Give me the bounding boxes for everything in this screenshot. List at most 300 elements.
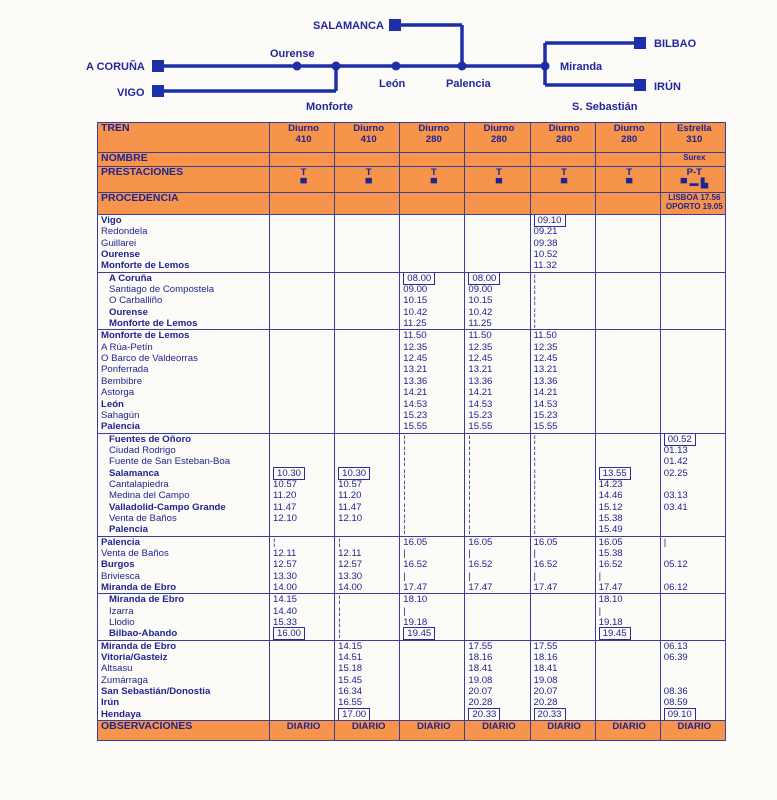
station-name: Vigo xyxy=(101,215,122,226)
time-value: ¦ xyxy=(468,444,471,456)
time-value: 15.33 xyxy=(273,617,298,629)
irun-label: IRÚN xyxy=(654,81,681,93)
time-value: ¦ xyxy=(403,501,406,513)
station-list xyxy=(98,433,270,536)
station-name: Burgos xyxy=(101,559,135,571)
time-value: 10.42 xyxy=(468,306,493,318)
train-prestaciones-5 xyxy=(595,167,660,193)
time-value: 01.13 xyxy=(663,444,688,456)
time-value: ¦ xyxy=(533,318,536,330)
ourense-label: Ourense xyxy=(270,48,315,60)
time-value: 20.33 xyxy=(534,708,566,721)
time-value: 19.08 xyxy=(468,674,493,686)
time-value: 12.35 xyxy=(468,341,493,353)
station-name: Ourense xyxy=(109,306,148,318)
segment-1 xyxy=(98,272,726,330)
train-prestaciones-2 xyxy=(400,167,465,193)
time-value: 12.10 xyxy=(273,512,298,524)
time-value: 05.12 xyxy=(663,559,688,571)
segment-0 xyxy=(98,215,726,273)
a-coruna-label: A CORUÑA xyxy=(86,61,145,73)
time-column-2 xyxy=(400,594,465,640)
station-name: Miranda de Ebro xyxy=(101,582,177,593)
station-name: Miranda de Ebro xyxy=(109,594,185,606)
palencia-label: Palencia xyxy=(446,78,491,90)
time-column-5 xyxy=(595,594,660,640)
time-value: 10.42 xyxy=(403,306,428,318)
time-value: 10.15 xyxy=(403,295,428,307)
observaciones-label: OBSERVACIONES xyxy=(98,721,270,741)
train-name: Diurno xyxy=(418,123,450,134)
observaciones-value: DIARIO xyxy=(465,721,530,741)
time-value: ¦ xyxy=(468,512,471,524)
time-value: 11.50 xyxy=(468,330,492,342)
time-column-4 xyxy=(530,433,595,536)
prestaciones-label: PRESTACIONES xyxy=(98,167,270,193)
station-name: Guillarei xyxy=(101,237,137,249)
time-value: 20.33 xyxy=(468,708,500,721)
time-value: 12.57 xyxy=(273,559,298,571)
time-value: 14.15 xyxy=(338,640,363,652)
time-value: 12.10 xyxy=(338,512,363,524)
time-value: | xyxy=(403,547,406,559)
time-column-6 xyxy=(660,594,725,640)
time-value: | xyxy=(468,570,471,582)
station-name: Monforte de Lemos xyxy=(109,318,198,330)
time-column-0 xyxy=(270,536,335,594)
time-value: 11.50 xyxy=(533,330,557,342)
time-column-3 xyxy=(465,215,530,273)
time-value: ¦ xyxy=(338,617,341,629)
time-value: 12.45 xyxy=(533,353,558,365)
time-value: 03.41 xyxy=(663,501,688,513)
train-prestaciones-6 xyxy=(660,167,725,193)
time-value: 17.47 xyxy=(468,582,493,593)
train-procedencia-4 xyxy=(530,193,595,215)
miranda-dot xyxy=(541,62,550,71)
time-value: 15.49 xyxy=(598,524,623,536)
time-value: 16.05 xyxy=(468,536,493,548)
train-number: 280 xyxy=(621,134,638,146)
a-coruna-terminal xyxy=(152,60,164,72)
time-column-3 xyxy=(465,594,530,640)
time-value: 15.55 xyxy=(533,421,558,433)
time-value: 10.15 xyxy=(468,295,493,307)
train-header-5 xyxy=(595,123,660,153)
time-value: 09.00 xyxy=(468,284,493,296)
time-value: ¦ xyxy=(338,536,341,548)
time-value: ¦ xyxy=(338,628,341,640)
time-value: 13.36 xyxy=(403,375,428,387)
sleeper-cafeteria-icon: ▀ ▬ ▙ xyxy=(680,178,708,189)
time-value: ¦ xyxy=(338,605,341,617)
time-value: 10.30 xyxy=(273,467,305,480)
time-value: ¦ xyxy=(338,594,341,606)
time-value: 13.55 xyxy=(599,467,631,480)
train-name: Diurno xyxy=(613,123,645,134)
time-value: 20.07 xyxy=(468,686,493,698)
procedencia-row xyxy=(98,193,726,215)
time-value: ¦ xyxy=(468,478,471,490)
time-column-1 xyxy=(335,640,400,720)
station-name: Cantalapiedra xyxy=(109,478,169,490)
time-value: 14.46 xyxy=(598,490,623,502)
train-nombre-4 xyxy=(530,153,595,167)
train-nombre-1 xyxy=(335,153,400,167)
station-name: Izarra xyxy=(109,605,134,617)
station-name: Redondela xyxy=(101,226,148,238)
station-name: Medina del Campo xyxy=(109,490,190,502)
train-prest-text: T xyxy=(561,167,567,178)
observaciones-value: DIARIO xyxy=(595,721,660,741)
time-value: 19.45 xyxy=(403,627,435,640)
time-value: 20.28 xyxy=(468,697,493,709)
train-prestaciones-3 xyxy=(465,167,530,193)
time-value: 12.11 xyxy=(338,547,362,559)
station-name: San Sebastián/Donostia xyxy=(101,686,211,698)
time-value: 14.53 xyxy=(468,398,493,410)
time-column-0 xyxy=(270,433,335,536)
train-prest-text: T xyxy=(496,167,502,178)
time-value: 12.11 xyxy=(273,547,297,559)
station-name: Ciudad Rodrigo xyxy=(109,444,176,456)
time-value: 02.25 xyxy=(663,467,688,479)
time-column-2 xyxy=(400,433,465,536)
time-value: 13.36 xyxy=(533,375,558,387)
station-name: Bilbao-Abando xyxy=(109,628,178,640)
time-column-2 xyxy=(400,640,465,720)
train-nombre-6 xyxy=(660,153,725,167)
train-prest-text: T xyxy=(430,167,437,178)
time-column-0 xyxy=(270,215,335,273)
time-value: 17.47 xyxy=(598,582,623,593)
train-prest-text: P-T xyxy=(686,167,703,178)
station-name: Ourense xyxy=(101,249,140,261)
procedencia-label: PROCEDENCIA xyxy=(98,193,270,215)
train-header-0 xyxy=(270,123,335,153)
monforte-label: Monforte xyxy=(306,101,354,113)
station-name: Palencia xyxy=(109,524,148,536)
time-value: ¦ xyxy=(468,456,471,468)
time-value: ¦ xyxy=(403,478,406,490)
station-name: Fuente de San Esteban-Boa xyxy=(109,456,231,468)
time-value: 13.21 xyxy=(468,364,493,376)
station-list xyxy=(98,594,270,640)
time-value: 09.21 xyxy=(533,226,558,238)
station-name: Hendaya xyxy=(101,708,141,720)
time-value: ¦ xyxy=(533,433,536,445)
time-value: ¦ xyxy=(403,433,406,445)
time-value: 10.57 xyxy=(273,478,298,490)
cafeteria-icon: ▀ xyxy=(625,178,633,189)
station-name: O Carballiño xyxy=(109,295,163,307)
train-procedencia-1 xyxy=(335,193,400,215)
time-value: 14.21 xyxy=(468,387,493,399)
palencia-dot xyxy=(458,62,467,71)
train-header-1 xyxy=(335,123,400,153)
cafeteria-icon: ▀ xyxy=(430,178,437,189)
time-value: 15.23 xyxy=(533,409,558,421)
time-value: 06.39 xyxy=(663,652,688,664)
time-value: 12.35 xyxy=(533,341,558,353)
time-value: 20.28 xyxy=(533,697,558,709)
time-column-3 xyxy=(465,640,530,720)
station-name: Briviesca xyxy=(101,570,140,582)
train-nombre-3 xyxy=(465,153,530,167)
time-value: ¦ xyxy=(403,524,406,536)
time-column-6 xyxy=(660,330,725,433)
bilbao-label: BILBAO xyxy=(654,38,697,50)
time-value: 18.16 xyxy=(533,652,558,664)
time-value: 18.10 xyxy=(598,594,623,606)
time-value: ¦ xyxy=(403,444,406,456)
time-column-0 xyxy=(270,330,335,433)
time-column-4 xyxy=(530,272,595,330)
time-value: 18.10 xyxy=(403,594,428,606)
observaciones-value: DIARIO xyxy=(335,721,400,741)
time-value: 08.00 xyxy=(403,272,435,285)
segment-3 xyxy=(98,433,726,536)
station-name: Miranda de Ebro xyxy=(101,640,177,652)
time-value: 15.18 xyxy=(338,663,363,675)
train-nombre-5 xyxy=(595,153,660,167)
station-name: O Barco de Valdeorras xyxy=(101,353,198,365)
train-prestaciones-4 xyxy=(530,167,595,193)
time-value: 11.50 xyxy=(403,330,427,342)
time-value: 18.16 xyxy=(468,652,493,664)
time-value: ¦ xyxy=(468,467,471,479)
observaciones-row xyxy=(98,721,726,741)
time-column-5 xyxy=(595,215,660,273)
cafeteria-icon: ▀ xyxy=(365,178,372,189)
time-value: 10.52 xyxy=(533,249,558,261)
station-name: Ponferrada xyxy=(101,364,149,376)
time-value: ¦ xyxy=(533,306,536,318)
station-name: Palencia xyxy=(101,421,140,433)
vigo-terminal xyxy=(152,85,164,97)
time-value: 12.45 xyxy=(468,353,493,365)
station-name: Sahagún xyxy=(101,409,140,421)
train-header-6 xyxy=(660,123,725,153)
time-value: 14.00 xyxy=(338,582,363,593)
time-column-5 xyxy=(595,272,660,330)
station-name: León xyxy=(101,398,124,410)
tren-label: TREN xyxy=(98,123,270,153)
time-value: 15.23 xyxy=(468,409,493,421)
train-name: Diurno xyxy=(353,123,385,134)
nombre-label: NOMBRE xyxy=(98,153,270,167)
train-prest-text: T xyxy=(365,167,372,178)
time-value: 11.25 xyxy=(468,318,492,330)
observaciones-value: DIARIO xyxy=(400,721,465,741)
time-value: ¦ xyxy=(533,524,536,536)
time-value: 16.05 xyxy=(598,536,623,548)
train-number: 410 xyxy=(295,134,312,146)
train-prestaciones-0 xyxy=(270,167,335,193)
time-value: 17.55 xyxy=(468,640,493,652)
time-column-4 xyxy=(530,215,595,273)
time-value: 18.41 xyxy=(533,663,558,675)
time-value: 13.21 xyxy=(403,364,428,376)
time-value: ¦ xyxy=(533,444,536,456)
station-name: Llodio xyxy=(109,617,135,629)
observaciones-value: DIARIO xyxy=(530,721,595,741)
monforte-dot xyxy=(332,62,341,71)
ourense-dot xyxy=(293,62,302,71)
station-list xyxy=(98,272,270,330)
time-value: ¦ xyxy=(533,284,536,296)
time-value: | xyxy=(598,570,602,582)
train-name: Diurno xyxy=(548,123,580,134)
time-column-3 xyxy=(465,272,530,330)
station-list xyxy=(98,536,270,594)
time-value: 16.55 xyxy=(338,697,363,709)
time-value: 01.42 xyxy=(663,456,688,468)
time-value: ¦ xyxy=(533,478,536,490)
time-value: 09.10 xyxy=(534,215,566,228)
time-column-1 xyxy=(335,594,400,640)
train-procedencia-0 xyxy=(270,193,335,215)
train-header-4 xyxy=(530,123,595,153)
time-value: ¦ xyxy=(403,467,406,479)
station-name: A Coruña xyxy=(109,272,152,284)
time-column-0 xyxy=(270,594,335,640)
time-value: 16.05 xyxy=(533,536,558,548)
salamanca-label: SALAMANCA xyxy=(313,20,384,32)
time-value: 08.00 xyxy=(468,272,500,285)
time-value: ¦ xyxy=(403,512,406,524)
time-value: 15.45 xyxy=(338,674,363,686)
time-value: | xyxy=(403,605,406,617)
time-value: 16.00 xyxy=(273,627,305,640)
time-value: ¦ xyxy=(468,490,471,502)
train-prestaciones-1 xyxy=(335,167,400,193)
observaciones-value: DIARIO xyxy=(270,721,335,741)
time-value: 08.59 xyxy=(663,697,688,709)
time-column-1 xyxy=(335,272,400,330)
train-number: 280 xyxy=(490,134,507,146)
time-column-2 xyxy=(400,215,465,273)
time-value: 16.52 xyxy=(598,559,623,571)
train-prest-text: T xyxy=(300,167,307,178)
time-value: 17.55 xyxy=(533,640,558,652)
time-column-6 xyxy=(660,215,725,273)
train-number: 280 xyxy=(556,134,573,146)
time-value: 15.55 xyxy=(403,421,428,433)
time-column-1 xyxy=(335,215,400,273)
station-name: Venta de Baños xyxy=(109,512,177,524)
time-column-5 xyxy=(595,640,660,720)
time-column-4 xyxy=(530,594,595,640)
train-number: 280 xyxy=(425,134,442,146)
segment-2 xyxy=(98,330,726,433)
station-name: Altsasu xyxy=(101,663,133,675)
cafeteria-icon: ▀ xyxy=(495,178,503,189)
cafeteria-icon: ▀ xyxy=(300,178,307,189)
bilbao-terminal xyxy=(634,37,646,49)
time-value: 19.18 xyxy=(403,617,428,629)
time-value: 10.57 xyxy=(338,478,363,490)
time-value: 13.30 xyxy=(273,570,298,582)
train-number: 410 xyxy=(360,134,377,146)
station-name: Venta de Baños xyxy=(101,547,169,559)
station-name: Zumárraga xyxy=(101,674,148,686)
time-value: 19.08 xyxy=(533,674,558,686)
train-procedencia-2 xyxy=(400,193,465,215)
san-sebastian-label: S. Sebastián xyxy=(572,101,638,113)
time-value: 13.30 xyxy=(338,570,363,582)
station-list xyxy=(98,330,270,433)
time-value: 09.38 xyxy=(533,237,558,249)
time-column-5 xyxy=(595,330,660,433)
train-procedencia-6 xyxy=(660,193,725,215)
time-value: 14.21 xyxy=(403,387,428,399)
time-value: ¦ xyxy=(403,456,406,468)
time-column-5 xyxy=(595,433,660,536)
time-column-4 xyxy=(530,640,595,720)
station-name: Monforte de Lemos xyxy=(101,330,190,342)
time-column-1 xyxy=(335,433,400,536)
time-value: 19.45 xyxy=(599,627,631,640)
vigo-label: VIGO xyxy=(117,87,145,99)
time-column-6 xyxy=(660,272,725,330)
time-value: 14.53 xyxy=(403,398,428,410)
time-column-4 xyxy=(530,330,595,433)
time-value: 16.52 xyxy=(403,559,428,571)
nombre-row xyxy=(98,153,726,167)
time-value: 15.38 xyxy=(598,547,623,559)
time-value: 13.21 xyxy=(533,364,558,376)
time-value: 19.18 xyxy=(598,617,623,629)
time-value: 16.52 xyxy=(468,559,493,571)
time-value: 17.00 xyxy=(338,708,370,721)
train-nombre-0 xyxy=(270,153,335,167)
time-value: 03.13 xyxy=(663,490,688,502)
time-value: 15.55 xyxy=(468,421,493,433)
train-name: Diurno xyxy=(288,123,320,134)
time-value: 11.47 xyxy=(273,501,297,513)
time-value: ¦ xyxy=(403,490,406,502)
time-value: 14.21 xyxy=(533,387,558,399)
time-value: 13.36 xyxy=(468,375,493,387)
train-nombre-text: Surex xyxy=(683,153,706,162)
time-value: 12.45 xyxy=(403,353,428,365)
time-value: 09.00 xyxy=(403,284,428,296)
time-column-6 xyxy=(660,640,725,720)
cafeteria-icon: ▀ xyxy=(560,178,568,189)
time-column-3 xyxy=(465,330,530,433)
irun-terminal xyxy=(634,79,646,91)
time-value: ¦ xyxy=(468,501,471,513)
time-value: 16.52 xyxy=(533,559,558,571)
time-value: 15.38 xyxy=(598,512,623,524)
station-name: Astorga xyxy=(101,387,135,399)
time-value: 12.35 xyxy=(403,341,428,353)
tren-row xyxy=(98,123,726,153)
segment-6 xyxy=(98,640,726,720)
time-value: ¦ xyxy=(533,490,536,502)
train-name: Estrella xyxy=(676,123,712,134)
time-value: 17.47 xyxy=(403,582,428,593)
station-name: A Rúa-Petín xyxy=(101,341,153,353)
time-value: 08.36 xyxy=(663,686,688,698)
station-name: Vitoria/Gasteiz xyxy=(101,652,168,664)
time-value: 14.53 xyxy=(533,398,558,410)
time-value: 16.34 xyxy=(338,686,363,698)
time-value: 11.20 xyxy=(338,490,362,502)
timetable xyxy=(97,122,726,741)
time-value: 12.57 xyxy=(338,559,363,571)
